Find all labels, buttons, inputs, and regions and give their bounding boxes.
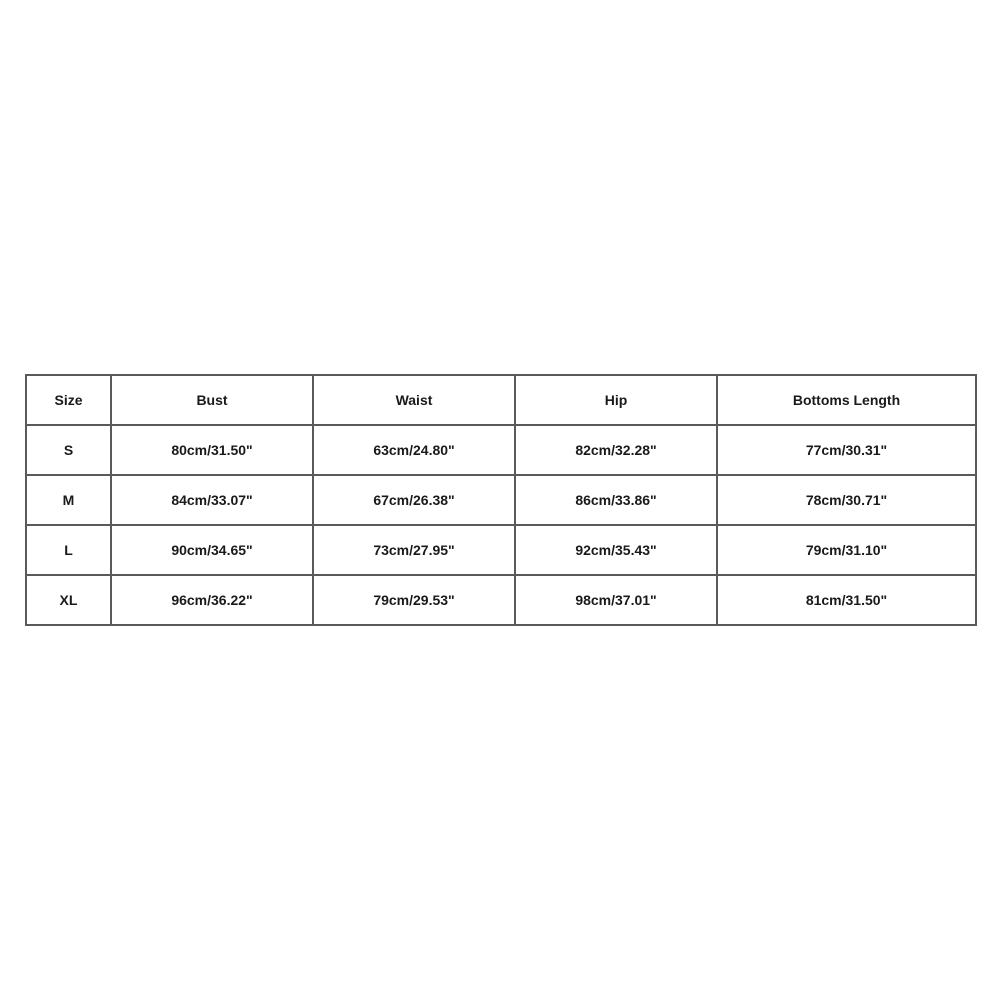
size-cell: M [26,475,111,525]
size-cell: S [26,425,111,475]
bottoms-length-cell: 77cm/30.31" [717,425,976,475]
bust-cell: 96cm/36.22" [111,575,313,625]
hip-cell: 82cm/32.28" [515,425,717,475]
table-row [26,575,976,625]
header-waist: Waist [313,375,515,425]
header-size: Size [26,375,111,425]
waist-cell: 63cm/24.80" [313,425,515,475]
bust-cell: 80cm/31.50" [111,425,313,475]
waist-cell: 79cm/29.53" [313,575,515,625]
header-bottoms-length: Bottoms Length [717,375,976,425]
bottoms-length-cell: 81cm/31.50" [717,575,976,625]
bust-cell: 84cm/33.07" [111,475,313,525]
table-header-row [26,375,976,425]
bust-cell: 90cm/34.65" [111,525,313,575]
table-row [26,525,976,575]
table-row [26,425,976,475]
table-row [26,475,976,525]
waist-cell: 67cm/26.38" [313,475,515,525]
size-cell: L [26,525,111,575]
size-cell: XL [26,575,111,625]
header-bust: Bust [111,375,313,425]
waist-cell: 73cm/27.95" [313,525,515,575]
size-chart-table [25,374,977,626]
bottoms-length-cell: 78cm/30.71" [717,475,976,525]
header-hip: Hip [515,375,717,425]
hip-cell: 98cm/37.01" [515,575,717,625]
hip-cell: 92cm/35.43" [515,525,717,575]
hip-cell: 86cm/33.86" [515,475,717,525]
bottoms-length-cell: 79cm/31.10" [717,525,976,575]
